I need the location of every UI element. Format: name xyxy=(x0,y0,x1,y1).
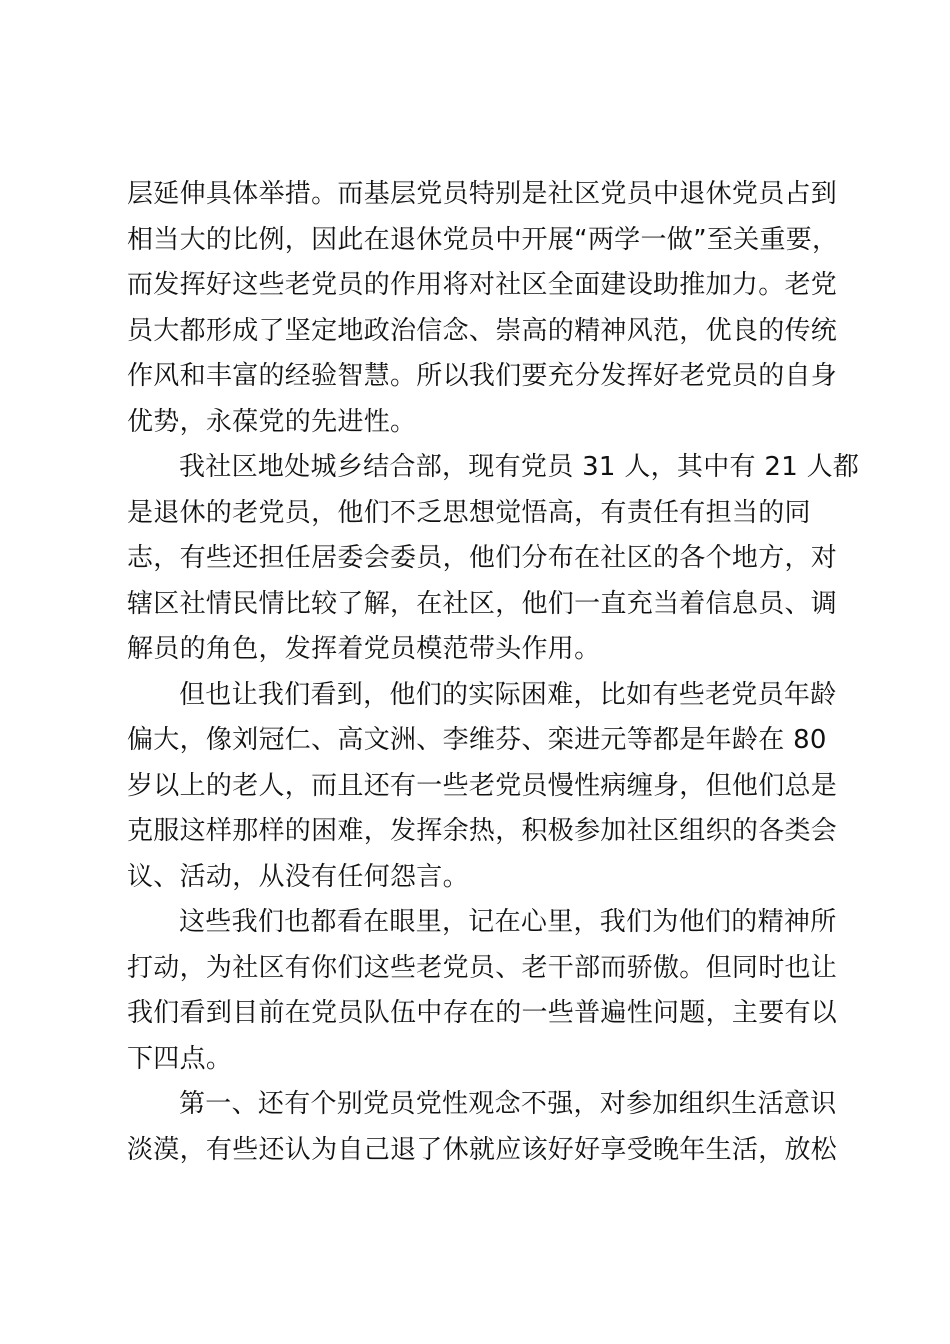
text-line: 打动，为社区有你们这些老党员、老干部而骄傲。但同时也让 xyxy=(127,952,838,983)
text-line: 志，有些还担任居委会委员，他们分布在社区的各个地方，对 xyxy=(127,543,838,573)
paragraph-first-line: 但也让我们看到，他们的实际困难，比如有些老党员年龄 xyxy=(179,679,837,710)
paragraph-first-line: 这些我们也都看在眼里，记在心里，我们为他们的精神所 xyxy=(179,907,837,937)
text-line: 而发挥好这些老党员的作用将对社区全面建设助推加力。老党 xyxy=(127,270,838,300)
text-line: 克服这样那样的困难，发挥余热，积极参加社区组织的各类会 xyxy=(127,816,838,846)
text-line: 层延伸具体举措。而基层党员特别是社区党员中退休党员占到 xyxy=(127,179,838,209)
text-line: 是退休的老党员，他们不乏思想觉悟高，有责任有担当的同 xyxy=(127,497,811,528)
text-line: 淡漠，有些还认为自己退了休就应该好好享受晚年生活，放松 xyxy=(127,1134,838,1165)
text-line: 我们看到目前在党员队伍中存在的一些普遍性问题，主要有以 xyxy=(127,998,838,1028)
paragraph-first-line: 我社区地处城乡结合部，现有党员 31 人，其中有 21 人都 xyxy=(179,452,860,482)
text-line: 岁以上的老人，而且还有一些老党员慢性病缠身，但他们总是 xyxy=(127,770,838,801)
text-line: 相当大的比例，因此在退休党员中开展“两学一做”至关重要， xyxy=(127,224,839,255)
text-line: 偏大，像刘冠仁、高文洲、李维芬、栾进元等都是年龄在 80 xyxy=(127,725,827,755)
text-line: 优势，永葆党的先进性。 xyxy=(127,406,417,437)
document-body xyxy=(127,172,860,1173)
text-line: 议、活动，从没有任何怨言。 xyxy=(127,861,469,892)
paragraph-first-line: 第一、还有个别党员党性观念不强，对参加组织生活意识 xyxy=(179,1089,837,1119)
text-line: 作风和丰富的经验智慧。所以我们要充分发挥好老党员的自身 xyxy=(127,361,838,391)
text-line: 辖区社情民情比较了解，在社区，他们一直充当着信息员、调 xyxy=(127,588,838,619)
text-line: 下四点。 xyxy=(127,1043,233,1074)
text-line: 解员的角色，发挥着党员模范带头作用。 xyxy=(127,634,601,664)
text-line: 员大都形成了坚定地政治信念、崇高的精神风范，优良的传统 xyxy=(127,315,838,346)
